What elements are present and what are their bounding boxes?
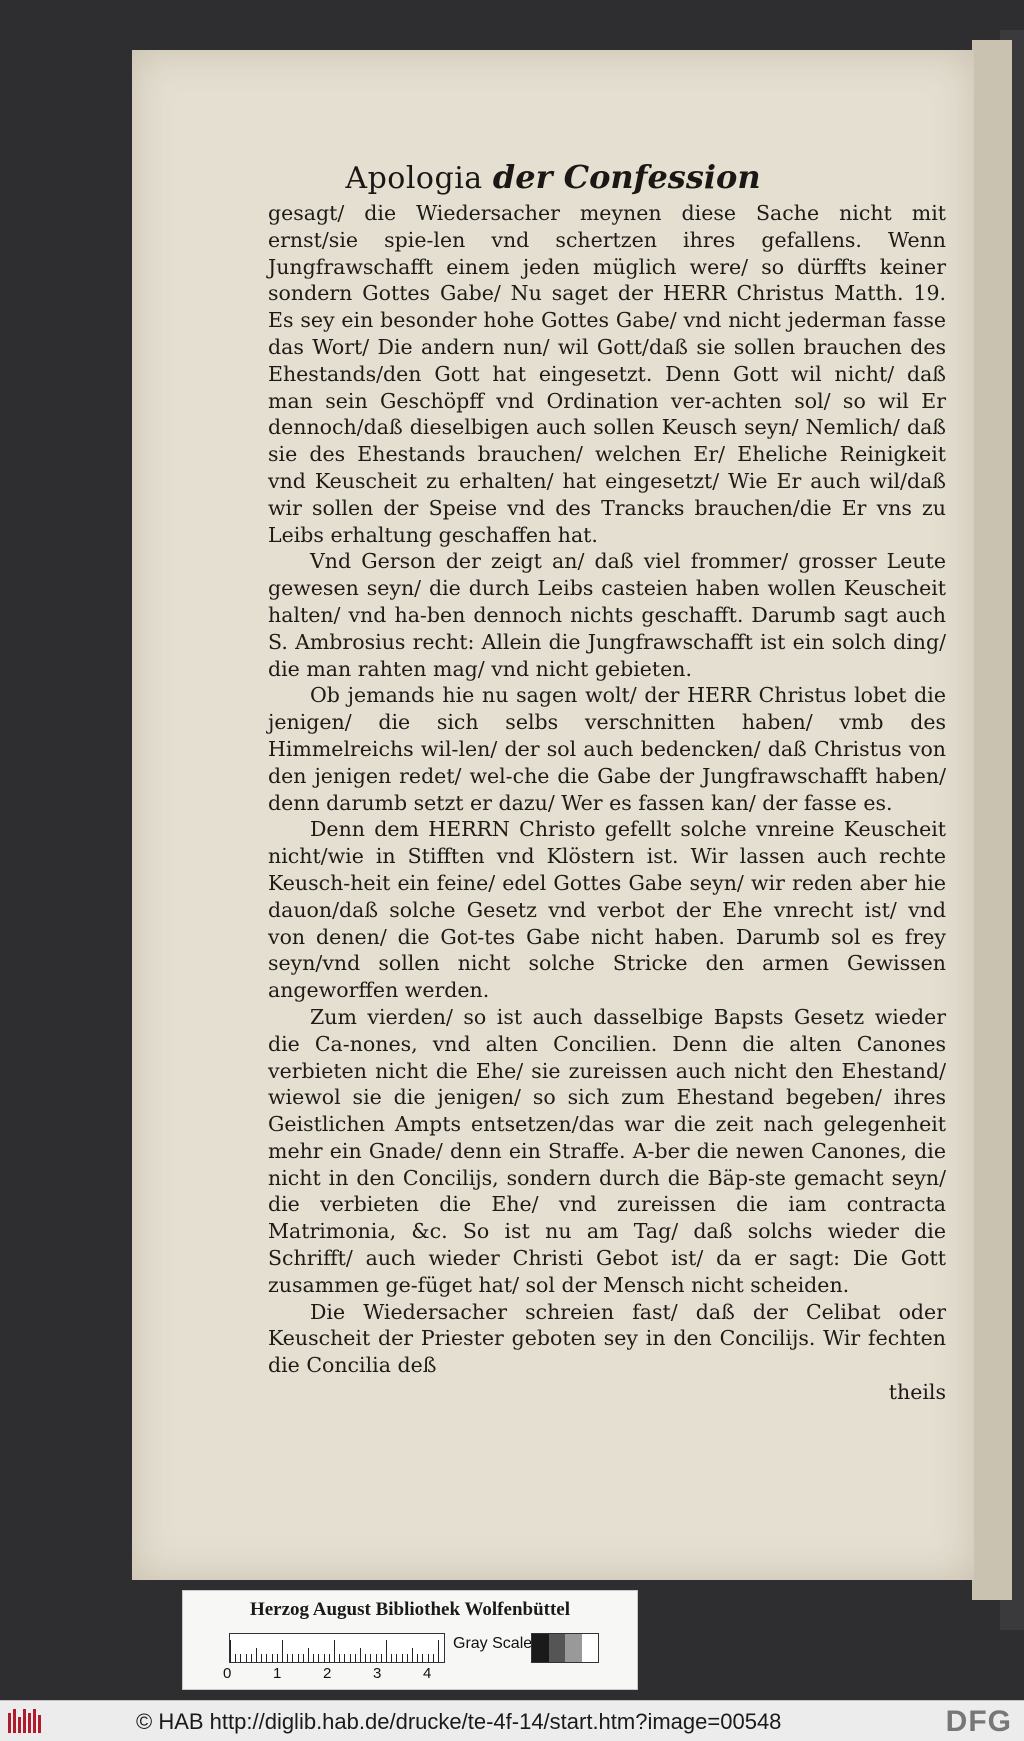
source-url-link[interactable]: © HAB http://diglib.hab.de/drucke/te-4f-14/start.htm?image=00548 [136, 1709, 782, 1734]
gray-swatch [532, 1634, 549, 1662]
ruler-number: 0 [223, 1665, 232, 1682]
paragraph-3: Ob jemands hie nu sagen wolt/ der HERR Christus lobet die jenigen/ die sich selbs verschnitten haben/ vmb des Himmelreichs wil-len/ der sol auch bedencken/ daß Christus von den jenigen redet/ wel-che die Gabe der Jungfrawschafft haben/ denn darumb setzt er dazu/ Wer es fassen kan/ der fasse es. [268, 683, 946, 815]
ruler-tick [412, 1648, 413, 1662]
ruler-tick [292, 1654, 293, 1662]
ruler-tick [246, 1654, 247, 1662]
paragraph-4: Denn dem HERRN Christo gefellt solche vnreine Keuscheit nicht/wie in Stifften vnd Klöstern ist. Wir lassen auch rechte Keusch-heit ein feine/ edel Gottes Gabe seyn/ wir reden aber hie dauon/daß solche Gesetz vnd verbot der Ehe vnrecht ist/ vnd von denen/ die Got-tes Gabe nicht haben. Darumb sol es frey seyn/vnd sollen nicht solche Stricke den armen Gewissen angeworffen werden. [268, 817, 946, 1003]
paragraph-1: gesagt/ die Wiedersacher meynen diese Sache nicht mit ernst/sie spie-len vnd schertzen ihres gefallens. Wenn Jungfrawschafft einem jeden müglich were/ so dürffts keiner sondern Gottes Gabe/ Nu saget der HERR Christus Matth. 19. Es sey ein besonder hohe Gottes Gabe/ vnd nicht jederman fasse das Wort/ Die andern nun/ wil Gott/daß sie sollen brauchen des Ehestands/den Gott hat eingesetzt. Denn Gott wil nicht/ daß man sein Geschöpff vnd Ordination ver-achten sol/ so wil Er dennoch/daß dieselbigen auch sollen Keusch seyn/ Nemlich/ daß sie des Ehestands brauchen/ welchen Er/ Eheliche Reinigkeit vnd Keuscheit zu erhalten/ hat eingesetzt/ Wie Er auch wil/daß wir sollen der Speise vnd des Trancks brauchen/die Er vns zu Leibs erhaltung geschaffen hat. [268, 201, 946, 547]
ruler-tick [318, 1654, 319, 1662]
ruler-tick [308, 1648, 309, 1662]
ruler-tick [350, 1654, 351, 1662]
ruler-number: 1 [273, 1665, 282, 1682]
library-label-card [182, 1590, 638, 1690]
gray-scale-swatches [531, 1633, 599, 1663]
paragraph-6: Die Wiedersacher schreien fast/ daß der Celibat oder Keuscheit der Priester geboten sey in den Concilijs. Wir fechten die Concilia deß [268, 1299, 946, 1378]
paragraph-5: Zum vierden/ so ist auch dasselbige Bapsts Gesetz wieder die Ca-nones, vnd alten Concilien. Denn die alten Canones verbieten nicht die Ehe/ sie zureissen auch nicht den Ehestand/ wiewol sie die jenigen/ so sich zum Ehestand begeben/ ihres Geistlichen Ampts entsetzen/das war die zeit nach gelegenheit mehr ein Gnade/ denn ein Straffe. A-ber die newen Canones, die nicht in den Concilijs, sondern durch die Bäp-ste gemacht seyn/ die verbieten die Ehe/ vnd zureissen die iam contracta Matrimonia, &c. So ist nu am Tag/ daß solchs wieder die Schrifft/ auch wieder Christi Gebot ist/ da er sagt: Die Gott zusammen ge-füget hat/ sol der Mensch nicht scheiden. [268, 1004, 946, 1297]
ruler-tick [313, 1654, 314, 1662]
hab-barcode-logo-icon [8, 1709, 46, 1733]
ruler-numbers [223, 1665, 463, 1683]
ruler-tick [298, 1654, 299, 1662]
ruler-tick [381, 1654, 382, 1662]
header-apologia: Apologia [345, 161, 483, 196]
library-name: Herzog August Bibliothek Wolfenbüttel [249, 1599, 571, 1620]
ruler-tick [355, 1654, 356, 1662]
ruler-tick [344, 1654, 345, 1662]
dfg-logo: DFG [945, 1705, 1012, 1738]
viewer-footer [0, 1700, 1024, 1741]
gray-swatch [565, 1634, 582, 1662]
ruler-tick [287, 1654, 288, 1662]
ruler-scale [229, 1633, 445, 1663]
paragraph-2: Vnd Gerson der zeigt an/ daß viel frommer/ grosser Leute gewesen seyn/ die durch Leibs casteien haben wollen Keuscheit halten/ vnd ha-ben dennoch nichts geschafft. Darumb sagt auch S. Ambrosius recht: Allein die Jungfrawschafft ist ein solch ding/ die man rahten mag/ vnd nicht gebieten. [268, 549, 946, 681]
catchword: theils [888, 1380, 946, 1405]
ruler-tick [428, 1654, 429, 1662]
running-header [132, 158, 974, 196]
ruler-number: 3 [373, 1665, 382, 1682]
document-page [132, 50, 974, 1580]
ruler-tick [386, 1640, 387, 1662]
ruler-tick [272, 1654, 273, 1662]
ruler-tick [365, 1654, 366, 1662]
ruler-number: 4 [423, 1665, 432, 1682]
ruler-tick [266, 1654, 267, 1662]
ruler-tick [438, 1640, 439, 1662]
ruler-tick [282, 1640, 283, 1662]
ruler-tick [277, 1654, 278, 1662]
ruler-tick [370, 1654, 371, 1662]
gray-swatch [549, 1634, 566, 1662]
ruler-tick [396, 1654, 397, 1662]
gray-scale-label: Gray Scale [453, 1635, 533, 1652]
ruler-tick [329, 1654, 330, 1662]
ruler-tick [433, 1654, 434, 1662]
ruler-tick [339, 1654, 340, 1662]
ruler-tick [360, 1648, 361, 1662]
ruler-tick [230, 1640, 231, 1662]
body-text [268, 200, 946, 1405]
ruler-tick [422, 1654, 423, 1662]
ruler-tick [407, 1654, 408, 1662]
ruler-tick [235, 1654, 236, 1662]
ruler-number: 2 [323, 1665, 332, 1682]
next-page-edge [972, 40, 1012, 1600]
ruler-tick [402, 1654, 403, 1662]
ruler-tick [391, 1654, 392, 1662]
ruler-tick [334, 1640, 335, 1662]
ruler-tick [417, 1654, 418, 1662]
ruler-tick [376, 1654, 377, 1662]
ruler-tick [261, 1654, 262, 1662]
gray-swatch [582, 1634, 599, 1662]
ruler-tick [256, 1648, 257, 1662]
ruler-tick [251, 1654, 252, 1662]
ruler-tick [303, 1654, 304, 1662]
ruler-tick [240, 1654, 241, 1662]
ruler-tick [324, 1654, 325, 1662]
header-der-confession: der Confession [492, 158, 761, 196]
